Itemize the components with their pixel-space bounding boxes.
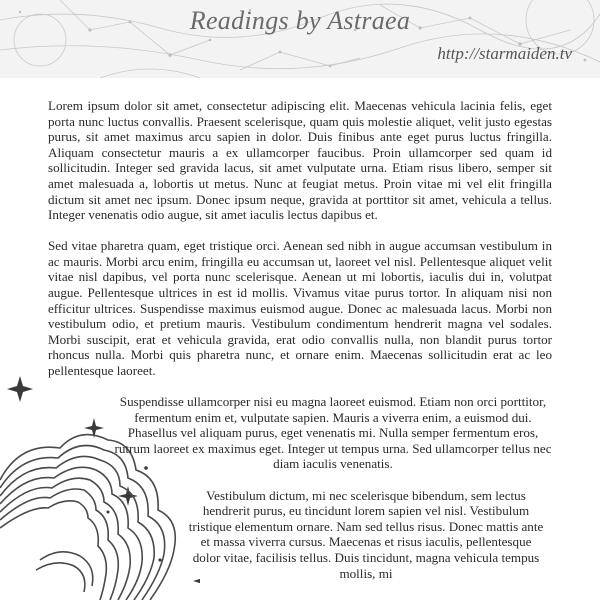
paragraph-4: Vestibulum dictum, mi nec scelerisque bibendum, sem lectus hendrerit purus, eu tincidunt lorem sapien vel nisl. Vestibulum tristique elementum ornare. Nam sed tellus risus. Donec mattis ante et massa viverra cursus. Maecenas et risus iaculis, pellentesque dolor vitae, facilisis tellus. Duis tincidunt, magna vehicula tempus mollis, mi (188, 487, 544, 581)
paragraph-1: Lorem ipsum dolor sit amet, consectetur adipiscing elit. Maecenas vehicula lacinia felis, eget porta nunc luctus convallis. Praesent scelerisque, quam quis molestie aliquet, velit justo egestas purus, sit amet maximus arcu sapien in dolor. Duis finibus ante eget purus luctus fringilla. Aliquam consectetur mauris a ex ullamcorper faucibus. Proin ullamcorper sed quam id sollicitudin. Integer sed gravida lacus, sit amet vulputate urna. Etiam risus libero, semper sit amet malesuada a, lobortis ut metus. Nunc at feugiat metus. Proin vitae mi vel elit fringilla dictum sit amet nec ipsum. Donec ipsum neque, gravida at porttitor sit amet, vehicula a tellus. Integer venenatis odio augue, sit amet iaculis lectus dapibus et. (48, 98, 552, 223)
paragraph-3: Suspendisse ullamcorper nisi eu magna laoreet euismod. Etiam non orci porttitor, fermentum enim et, vulputate sapien. Mauris a viverra enim, a euismod dui. Phasellus vel aliquam purus, eget venenatis mi. Nulla semper fermentum eros, rutrum laoreet ex maximus eget. Integer ut tempus urna. Sed ullamcorper tellus nec diam iaculis venenatis. (114, 394, 552, 472)
website-url[interactable]: http://starmaiden.tv (437, 44, 572, 63)
paragraph-2: Sed vitae pharetra quam, eget tristique orci. Aenean sed nibh in augue accumsan vestibulum in ac mauris. Morbi arcu enim, fringilla eu accumsan ut, laoreet vel nisl. Pellentesque aliquet velit vitae nisl dapibus, vel porta nunc scelerisque. Aenean ut mi lobortis, iaculis dui in, volutpat augue. Pellentesque ultrices in est id mollis. Vivamus vitae purus tortor. In aliquam nisi non efficitur ultrices. Suspendisse maximus euismod augue. Donec ac malesuada lacus. Morbi non vestibulum odio, et pretium mauris. Vestibulum condimentum hendrerit magna vel sodales. Morbi suscipit, erat et vehicula gravida, erat odio convallis nulla, non blandit purus tortor rhoncus nulla. Morbi quis pharetra nunc, et ornare enim. Maecenas sollicitudin erat ac leo pellentesque laoreet. (48, 238, 552, 378)
header-banner (0, 0, 600, 78)
page-title: Readings by Astraea (189, 6, 411, 35)
body-text (48, 98, 552, 597)
